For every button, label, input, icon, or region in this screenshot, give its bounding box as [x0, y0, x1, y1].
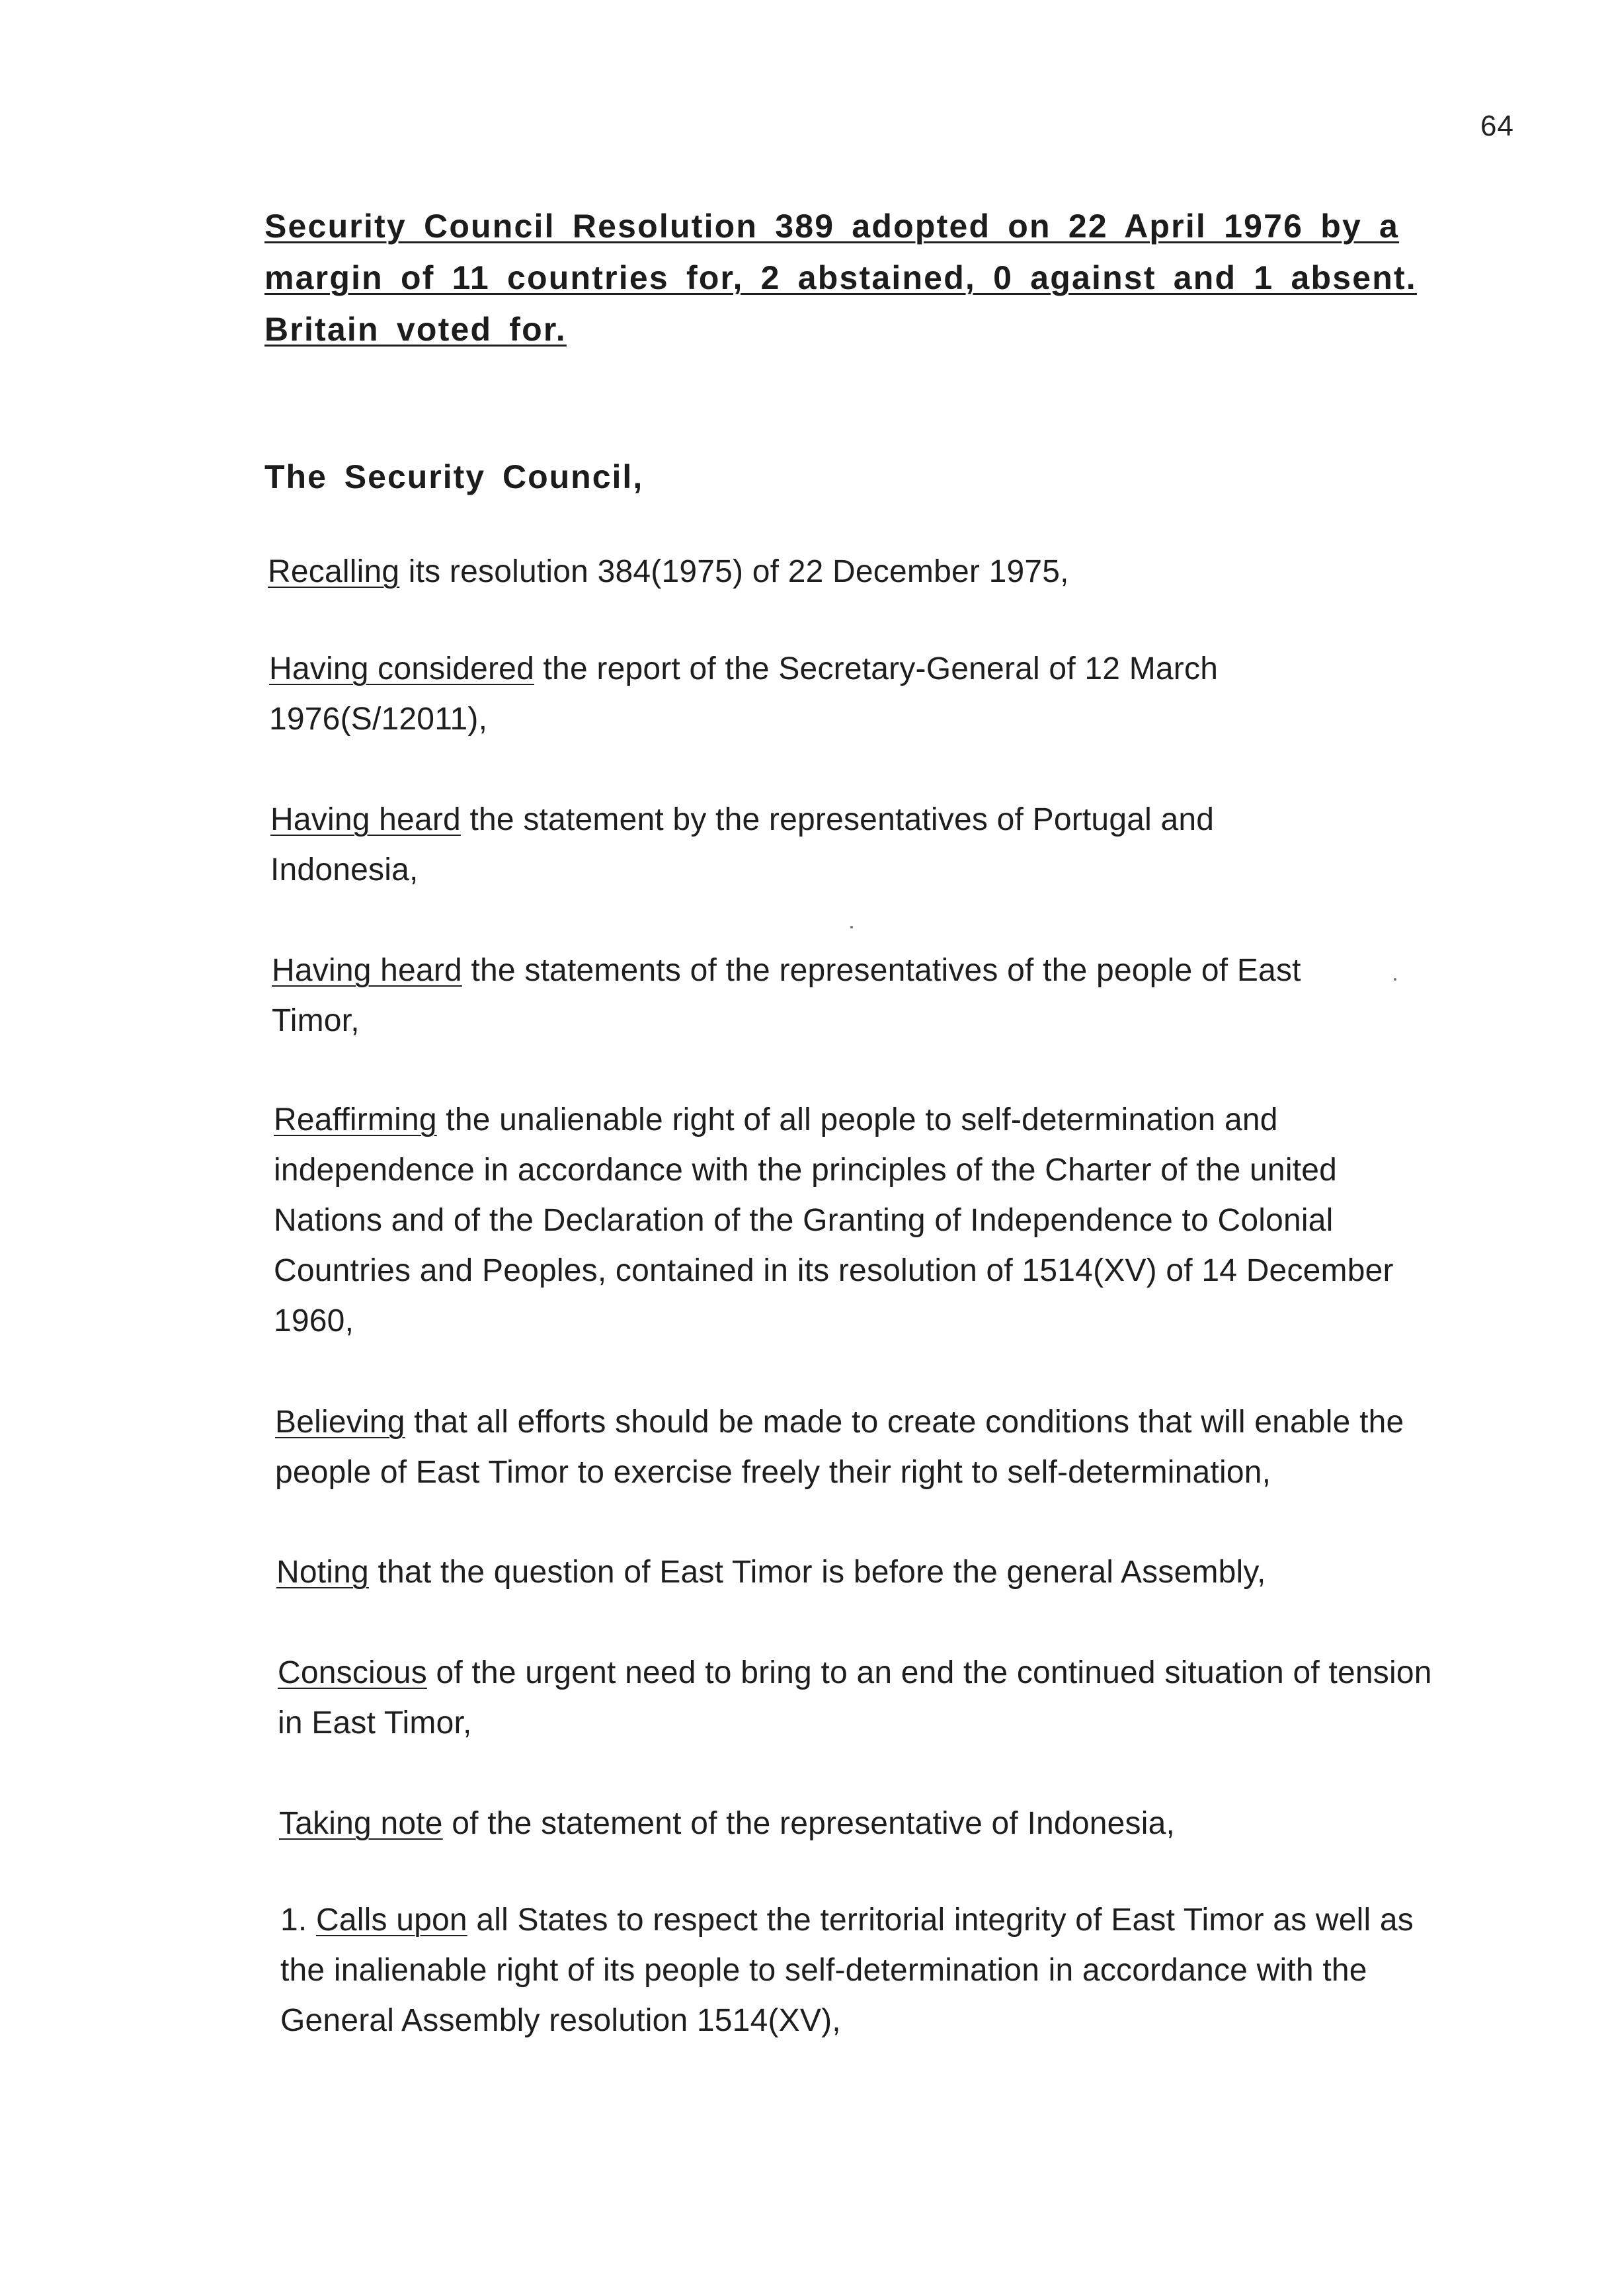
- clause-text: all States to respect the territorial integrity of East Timor as well as the inalienable right of its people to self-determination in accordance with the General Assembly resolution 1514(XV),: [280, 1903, 1414, 2038]
- clause-noting: [276, 1547, 1440, 1598]
- clause-number: 1.: [280, 1903, 316, 1938]
- scan-speck: [1394, 978, 1396, 981]
- clause-taking-note: [279, 1799, 1443, 1849]
- clause-reaffirming: [274, 1095, 1431, 1346]
- scan-speck: [850, 926, 853, 928]
- clause-lead: Reaffirming: [274, 1102, 437, 1137]
- clause-text: the report of the Secretary-General of 12 March 1976(S/12011),: [269, 651, 1219, 737]
- clause-text: the statements of the representatives of the people of East Timor,: [272, 953, 1301, 1038]
- resolution-heading: Security Council Resolution 389 adopted on 22 April 1976 by a margin of 11 countries for, 2 abstained, 0 against and 1 absent. Britain voted for.: [264, 208, 1417, 348]
- page-number: 64: [1480, 110, 1514, 142]
- clause-lead: Believing: [275, 1405, 405, 1440]
- clause-lead: Taking note: [279, 1806, 443, 1841]
- preamble-title: The Security Council,: [264, 458, 644, 495]
- clause-lead: Having considered: [269, 651, 534, 686]
- clause-lead: Conscious: [278, 1655, 427, 1690]
- clause-recalling: [268, 547, 1471, 597]
- clause-lead: Having heard: [272, 953, 462, 988]
- clause-having-heard-statement: [270, 795, 1302, 895]
- clause-lead: Having heard: [270, 802, 461, 837]
- clause-conscious: [278, 1648, 1441, 1748]
- clause-lead: Calls upon: [315, 1903, 467, 1938]
- clause-text: the statement by the representatives of Portugal and Indonesia,: [270, 802, 1215, 887]
- clause-having-considered: [269, 644, 1301, 745]
- operative-clause-1: [280, 1895, 1457, 2046]
- clause-text: that the question of East Timor is before the general Assembly,: [368, 1555, 1266, 1590]
- clause-having-heard-statements: [272, 946, 1396, 1046]
- clause-text: that all efforts should be made to create conditions that will enable the people of East Timor to exercise freely their right to self-determination,: [275, 1405, 1404, 1490]
- clause-lead: Recalling: [268, 554, 400, 589]
- clause-believing: [275, 1397, 1452, 1498]
- clause-text: of the urgent need to bring to an end the continued situation of tension in East Timor,: [278, 1655, 1432, 1741]
- clause-text: the unalienable right of all people to self-determination and independence in accordance with the principles of the Charter of the united Nations and of the Declaration of the Granting of Independence to Colonial Countries and Peoples, contained in its resolution of 1514(XV) of 14 December 1960,: [274, 1102, 1394, 1338]
- clause-text: its resolution 384(1975) of 22 December 1975,: [399, 554, 1069, 589]
- clause-lead: Noting: [276, 1555, 369, 1590]
- clause-text: of the statement of the representative of Indonesia,: [442, 1806, 1176, 1841]
